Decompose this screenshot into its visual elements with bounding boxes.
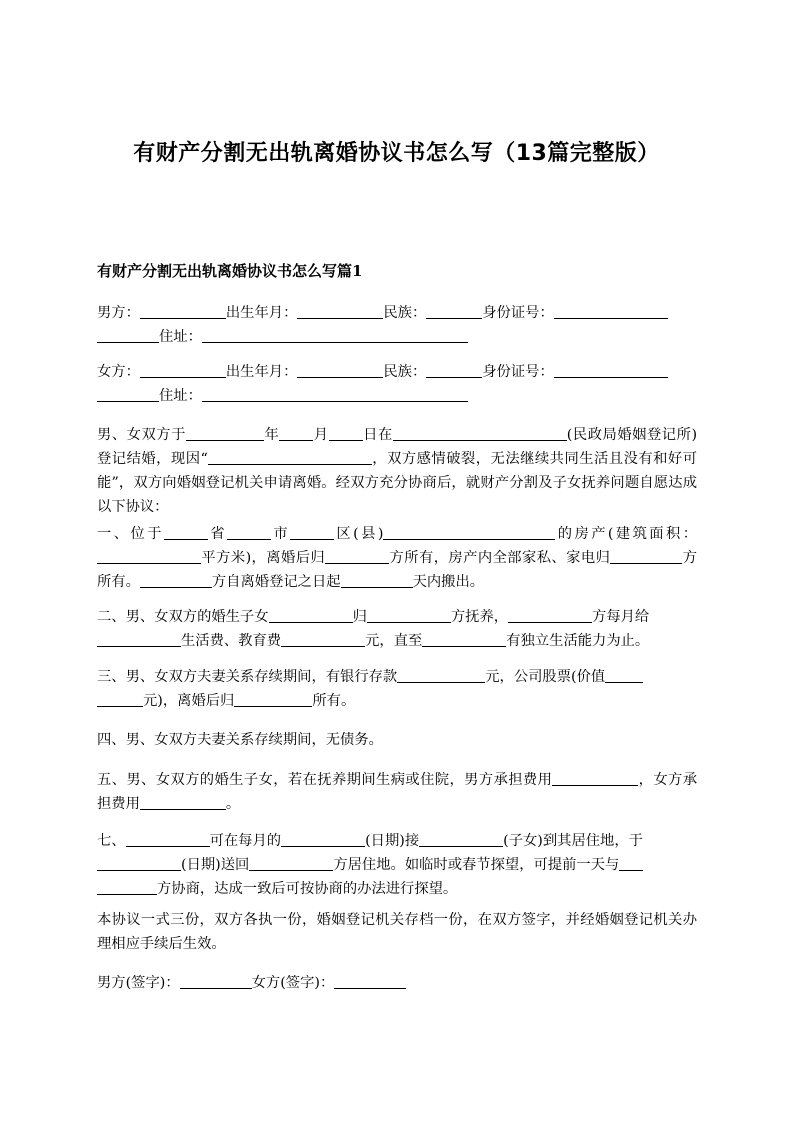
wife-birth-field[interactable] xyxy=(297,361,383,378)
clause-text: 方居住地。如临时或春节探望，可提前一天与 xyxy=(333,857,620,873)
wife-id-field[interactable] xyxy=(554,361,668,378)
clause-5 xyxy=(97,768,697,816)
husband-id-label: 身份证号： xyxy=(482,305,554,321)
document-title: 有财产分割无出轨离婚协议书怎么写（13篇完整版） xyxy=(133,141,660,166)
clause-text: (子女)到其居住地，于 xyxy=(503,833,643,849)
property-city-field[interactable] xyxy=(227,523,271,540)
clause-text: 方每月给 xyxy=(592,609,650,625)
husband-id-field-cont[interactable] xyxy=(97,326,159,343)
visiting-party-field[interactable] xyxy=(126,830,210,847)
moving-party-field[interactable] xyxy=(140,571,212,588)
property-address-field[interactable] xyxy=(383,523,555,540)
bank-deposit-field[interactable] xyxy=(397,666,485,683)
husband-medical-share-field[interactable] xyxy=(552,769,638,786)
clause-text: 区(县) xyxy=(334,526,384,542)
clause-7 xyxy=(97,829,697,901)
clause-text: 。 xyxy=(225,796,241,812)
stock-value-field-cont[interactable] xyxy=(97,690,143,707)
clause-text: (日期)接 xyxy=(365,833,420,849)
clause-text: 所有。 xyxy=(312,693,356,709)
return-party-field[interactable] xyxy=(249,854,333,871)
effect-paragraph xyxy=(97,908,697,956)
wife-signature-field[interactable] xyxy=(334,972,406,989)
property-district-field[interactable] xyxy=(290,523,334,540)
payee-field[interactable] xyxy=(97,630,181,647)
intro-text: ，双方感情破裂，无法继续共同生活且没有和好可能”，双方向婚姻登记机关申请离婚。经双方充分协商后，就财产分割及子女抚养问题自愿达成以下协议： xyxy=(97,451,698,515)
asset-owner-field[interactable] xyxy=(234,690,312,707)
clause-text: 五、男、女双方的婚生子女，若在抚养期间生病或住院，男方承担费用 xyxy=(97,772,553,788)
clause-text: 的房产(建筑面积： xyxy=(555,526,698,542)
signature-line xyxy=(97,971,697,995)
clause-3 xyxy=(97,665,697,713)
clause-text: 方协商，达成一致后可按协商的办法进行探望。 xyxy=(157,881,458,897)
husband-address-field[interactable] xyxy=(202,326,468,343)
wife-address-field[interactable] xyxy=(202,385,468,402)
clause-text: 生活费、教育费 xyxy=(181,633,282,649)
clause-4 xyxy=(97,728,697,752)
husband-signature-label: 男方(签字)： xyxy=(97,975,180,991)
wife-address-label: 住址： xyxy=(159,388,202,404)
clause-text: 二、男、女双方的婚生子女 xyxy=(97,609,269,625)
clause-2 xyxy=(97,605,697,653)
intro-paragraph xyxy=(97,423,697,519)
intro-text: 年 xyxy=(263,427,280,443)
husband-info xyxy=(97,301,697,349)
intro-text: 男、女双方于 xyxy=(97,427,186,443)
return-date-field[interactable] xyxy=(97,854,181,871)
stock-value-field[interactable] xyxy=(605,666,643,683)
intro-text: 日在 xyxy=(362,427,393,443)
clause-text: 平方米)，离婚后归 xyxy=(201,550,326,566)
clause-text: 可在每月的 xyxy=(209,833,282,849)
custody-party-field[interactable] xyxy=(367,606,451,623)
marriage-year-field[interactable] xyxy=(186,424,264,441)
clause-text: 方自离婚登记之日起 xyxy=(211,574,341,590)
clause-text: 方所有。 xyxy=(97,550,698,590)
registration-office-field[interactable] xyxy=(393,424,567,441)
pickup-date-field[interactable] xyxy=(281,830,365,847)
paying-party-field[interactable] xyxy=(508,606,592,623)
wife-info xyxy=(97,360,697,408)
intro-text: (民政局婚姻登记所)登记结婚，现因“ xyxy=(97,427,698,467)
husband-ethnicity-field[interactable] xyxy=(426,302,482,319)
child-name-field[interactable] xyxy=(269,606,353,623)
husband-label: 男方： xyxy=(97,305,140,321)
effect-text: 本协议一式三份，双方各执一份，婚姻登记机关存档一份，在双方签字，并经婚姻登记机关办理相应手续后生效。 xyxy=(97,912,697,952)
support-amount-field[interactable] xyxy=(281,630,365,647)
clause-text: 归 xyxy=(352,609,367,625)
wife-label: 女方： xyxy=(97,364,140,380)
furniture-owner-field[interactable] xyxy=(610,547,682,564)
clause-text: 元，公司股票(价值 xyxy=(485,669,606,685)
property-owner-field[interactable] xyxy=(325,547,389,564)
moving-days-field[interactable] xyxy=(341,571,413,588)
clause-text: 方抚养， xyxy=(450,609,509,625)
wife-name-field[interactable] xyxy=(140,361,226,378)
marriage-day-field[interactable] xyxy=(329,424,363,441)
clause-text: 元)，离婚后归 xyxy=(143,693,235,709)
clause-1 xyxy=(97,522,697,594)
section-title: 有财产分割无出轨离婚协议书怎么写篇1 xyxy=(97,262,363,280)
wife-ethnicity-field[interactable] xyxy=(426,361,482,378)
divorce-reason-field[interactable] xyxy=(208,448,372,465)
clause-text: 一、位于 xyxy=(97,526,164,542)
support-until-field[interactable] xyxy=(422,630,506,647)
clause-text: 天内搬出。 xyxy=(412,574,485,590)
negotiation-party-field[interactable] xyxy=(619,854,643,871)
clause-text: 市 xyxy=(270,526,291,542)
husband-name-field[interactable] xyxy=(140,302,226,319)
husband-signature-field[interactable] xyxy=(180,972,252,989)
clause-text: ，女方承担费用 xyxy=(97,772,698,812)
clause-text: 元，直至 xyxy=(365,633,423,649)
clause-text: 三、男、女双方夫妻关系存续期间，有银行存款 xyxy=(97,669,398,685)
intro-text: 月 xyxy=(313,427,329,443)
marriage-month-field[interactable] xyxy=(279,424,313,441)
husband-id-field[interactable] xyxy=(554,302,668,319)
property-province-field[interactable] xyxy=(164,523,208,540)
clause-text: (日期)送回 xyxy=(181,857,250,873)
property-area-field[interactable] xyxy=(97,547,201,564)
wife-birth-label: 出生年月： xyxy=(225,364,298,380)
wife-ethnicity-label: 民族： xyxy=(383,364,427,380)
negotiation-party-field-cont[interactable] xyxy=(97,878,157,895)
wife-id-label: 身份证号： xyxy=(482,364,554,380)
wife-medical-share-field[interactable] xyxy=(140,793,226,810)
husband-address-label: 住址： xyxy=(159,329,202,345)
clause-text: 有独立生活能力为止。 xyxy=(506,633,650,649)
clause-text: 方所有，房产内全部家私、家电归 xyxy=(389,550,611,566)
child-visit-field[interactable] xyxy=(419,830,503,847)
husband-ethnicity-label: 民族： xyxy=(383,305,427,321)
wife-signature-label: 女方(签字)： xyxy=(251,975,335,991)
wife-id-field-cont[interactable] xyxy=(97,385,159,402)
husband-birth-field[interactable] xyxy=(297,302,383,319)
husband-birth-label: 出生年月： xyxy=(225,305,298,321)
clause-text: 四、男、女双方夫妻关系存续期间，无债务。 xyxy=(97,732,383,748)
clause-text: 七、 xyxy=(97,833,126,849)
clause-text: 省 xyxy=(207,526,227,542)
